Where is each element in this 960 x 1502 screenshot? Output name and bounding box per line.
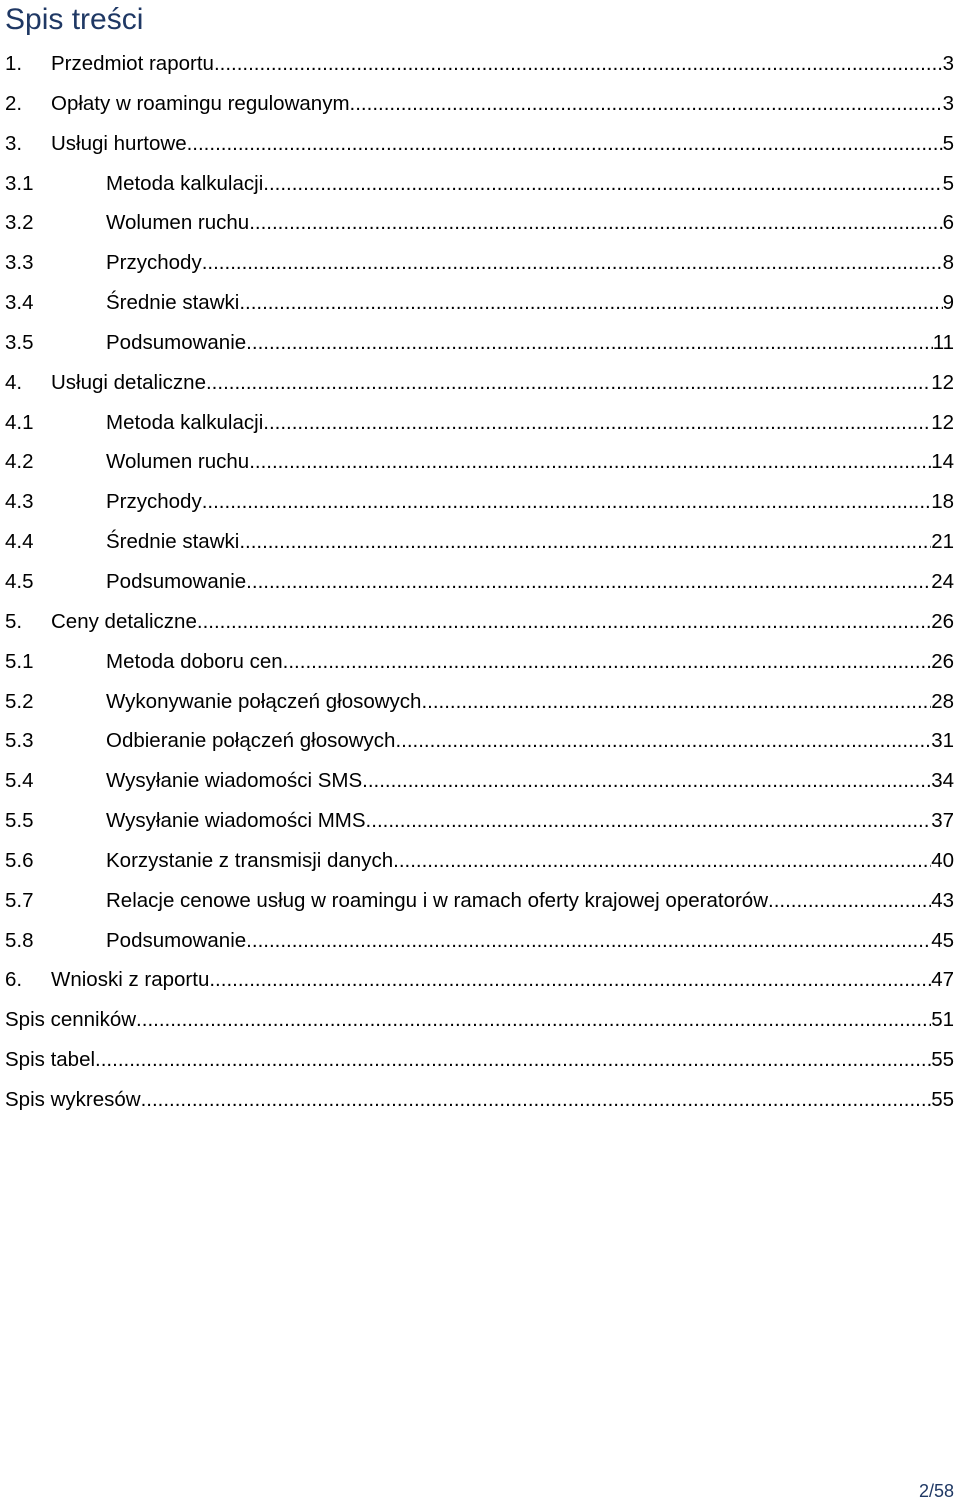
toc-entry-title[interactable]: Przedmiot raportu xyxy=(51,52,214,75)
toc-entry-number: 5. xyxy=(5,609,23,633)
toc-entry-page[interactable]: 12 xyxy=(931,370,954,394)
toc-entry-page[interactable]: 24 xyxy=(931,569,954,593)
toc-entry-title[interactable]: Usługi detaliczne xyxy=(51,370,206,394)
toc-entry[interactable] xyxy=(5,403,954,443)
dot-leader xyxy=(421,682,931,722)
toc-entry[interactable] xyxy=(5,44,954,84)
toc-entry-title[interactable]: Usługi hurtowe xyxy=(51,131,187,155)
toc-entry[interactable] xyxy=(5,921,954,961)
toc-entry-page[interactable]: 37 xyxy=(931,809,954,833)
dot-leader xyxy=(283,642,932,682)
toc-entry-number: 3.5 xyxy=(5,330,34,354)
toc-entry-number: 5.3 xyxy=(5,729,34,753)
dot-leader xyxy=(249,442,931,482)
dot-leader xyxy=(249,203,942,243)
toc-entry[interactable] xyxy=(5,562,954,602)
toc-entry-number: 1. xyxy=(5,52,23,75)
toc-entry-page[interactable]: 40 xyxy=(931,848,954,872)
dot-leader xyxy=(395,721,931,761)
toc-entry-page[interactable]: 8 xyxy=(942,251,954,275)
toc-entry-page[interactable]: 51 xyxy=(931,1008,954,1032)
toc-entry-number: 3.1 xyxy=(5,171,34,195)
dot-leader xyxy=(141,1080,932,1120)
toc-entry-title[interactable]: Metoda kalkulacji xyxy=(106,171,264,195)
toc-entry-number: 5.7 xyxy=(5,888,34,912)
toc-entry[interactable] xyxy=(5,881,954,921)
toc-entry-title[interactable]: Przychody xyxy=(106,251,202,275)
toc-entry-page[interactable]: 28 xyxy=(931,689,954,713)
toc-entry[interactable] xyxy=(5,363,954,403)
toc-entry-page[interactable]: 26 xyxy=(931,609,954,633)
dot-leader xyxy=(263,403,931,443)
toc-entry[interactable] xyxy=(5,243,954,283)
toc-entry-title[interactable]: Ceny detaliczne xyxy=(51,609,197,633)
page-number: 2/58 xyxy=(918,1481,954,1501)
toc-entry[interactable] xyxy=(5,203,954,243)
toc-entry-number: 4.1 xyxy=(5,410,34,434)
toc-entry-number: 5.2 xyxy=(5,689,34,713)
toc-entry[interactable] xyxy=(5,1000,954,1040)
toc-entry-title[interactable]: Spis wykresów xyxy=(5,1087,141,1111)
toc-entry-number: 4. xyxy=(5,370,23,394)
toc-entry-title[interactable]: Metoda kalkulacji xyxy=(106,410,264,434)
dot-leader xyxy=(362,761,931,801)
toc-entry[interactable] xyxy=(5,84,954,124)
toc-entry-page[interactable]: 34 xyxy=(931,769,954,793)
dot-leader xyxy=(246,323,933,363)
toc-entry-title[interactable]: Spis tabel xyxy=(5,1048,96,1072)
toc-entry-page[interactable]: 12 xyxy=(931,410,954,434)
toc-entry-number: 2. xyxy=(5,91,23,115)
toc-entry-page[interactable]: 11 xyxy=(932,330,954,354)
toc-entry[interactable] xyxy=(5,801,954,841)
dot-leader xyxy=(263,164,942,204)
toc-entry[interactable] xyxy=(5,761,954,801)
dot-leader xyxy=(136,1000,931,1040)
toc-entry-title[interactable]: Wolumen ruchu xyxy=(106,211,250,235)
toc-entry[interactable] xyxy=(5,602,954,642)
toc-entry-number: 3.3 xyxy=(5,251,34,275)
toc-title: Spis treści xyxy=(5,3,144,36)
toc-entry-number: 3.4 xyxy=(5,291,34,315)
toc-entry-title[interactable]: Relacje cenowe usług w roamingu i w ramach oferty krajowej operatorów xyxy=(106,888,768,912)
toc-entry-title[interactable]: Średnie stawki xyxy=(106,291,240,315)
toc-entry-number: 5.8 xyxy=(5,928,34,952)
toc-entry-title[interactable]: Podsumowanie xyxy=(106,330,247,354)
dot-leader xyxy=(246,921,931,961)
toc-entry-number: 6. xyxy=(5,968,23,992)
toc-entry-page[interactable]: 55 xyxy=(931,1087,954,1111)
toc-entry[interactable] xyxy=(5,1040,954,1080)
toc-entry-title[interactable]: Podsumowanie xyxy=(106,928,247,952)
dot-leader xyxy=(209,960,931,1000)
toc-entry[interactable] xyxy=(5,721,954,761)
toc-entry-page[interactable]: 5 xyxy=(942,131,954,155)
toc-entry-title[interactable]: Korzystanie z transmisji danych xyxy=(106,848,394,872)
toc-entry-number: 4.2 xyxy=(5,450,34,474)
toc-entry[interactable] xyxy=(5,841,954,881)
dot-leader xyxy=(366,801,932,841)
toc-entry-title[interactable]: Wnioski z raportu xyxy=(51,968,210,992)
toc-entry-number: 5.1 xyxy=(5,649,34,673)
toc-entry-page[interactable]: 55 xyxy=(931,1048,954,1072)
dot-leader xyxy=(202,482,931,522)
toc-entry-title[interactable]: Podsumowanie xyxy=(106,569,247,593)
toc-entry-title[interactable]: Metoda doboru cen xyxy=(106,649,283,673)
toc-entry-number: 4.3 xyxy=(5,490,34,514)
toc-entry[interactable] xyxy=(5,124,954,164)
toc-entry-number: 5.6 xyxy=(5,848,34,872)
toc-entry-page[interactable]: 9 xyxy=(942,291,954,315)
toc-entry-page[interactable]: 31 xyxy=(931,729,954,753)
toc-entry-number: 3. xyxy=(5,131,23,155)
toc-entry-page[interactable]: 3 xyxy=(942,52,954,75)
dot-leader xyxy=(246,562,931,602)
toc-entry-number: 4.5 xyxy=(5,569,34,593)
toc-entry-page[interactable]: 14 xyxy=(931,450,954,474)
toc-entry[interactable] xyxy=(5,522,954,562)
toc-entry-title[interactable]: Odbieranie połączeń głosowych xyxy=(106,729,396,753)
toc-entry-page[interactable]: 47 xyxy=(931,968,954,992)
toc-entry[interactable] xyxy=(5,482,954,522)
toc-entry-title[interactable]: Wolumen ruchu xyxy=(106,450,250,474)
toc-entry-title[interactable]: Spis cenników xyxy=(5,1008,137,1032)
toc-entry[interactable] xyxy=(5,682,954,722)
dot-leader xyxy=(393,841,931,881)
toc-entry-title[interactable]: Przychody xyxy=(106,490,202,514)
toc-entry-page[interactable]: 45 xyxy=(931,928,954,952)
toc-entry[interactable] xyxy=(5,960,954,1000)
toc-entry-title[interactable]: Wysyłanie wiadomości MMS xyxy=(106,809,366,833)
dot-leader xyxy=(768,881,931,921)
toc-entry-page[interactable]: 5 xyxy=(942,171,954,195)
toc-entry-title[interactable]: Opłaty w roamingu regulowanym xyxy=(51,91,350,115)
toc-entry[interactable] xyxy=(5,1080,954,1120)
dot-leader xyxy=(197,602,931,642)
toc-entry-title[interactable]: Wykonywanie połączeń głosowych xyxy=(106,689,422,713)
toc-entry[interactable] xyxy=(5,442,954,482)
toc-entry-number: 4.4 xyxy=(5,530,34,554)
dot-leader xyxy=(202,243,943,283)
toc-entry[interactable] xyxy=(5,283,954,323)
dot-leader xyxy=(214,44,943,84)
dot-leader xyxy=(187,124,943,164)
toc-entry-page[interactable]: 18 xyxy=(931,490,954,514)
toc-entry-number: 5.4 xyxy=(5,769,34,793)
dot-leader xyxy=(206,363,931,403)
toc-entry-number: 3.2 xyxy=(5,211,34,235)
toc-entry-page[interactable]: 6 xyxy=(942,211,954,235)
toc-entry-title[interactable]: Wysyłanie wiadomości SMS xyxy=(106,769,363,793)
table-of-contents xyxy=(5,44,954,1120)
toc-entry-page[interactable]: 3 xyxy=(942,91,954,115)
toc-entry-page[interactable]: 21 xyxy=(931,530,954,554)
dot-leader xyxy=(350,84,943,124)
toc-entry-number: 5.5 xyxy=(5,809,34,833)
toc-entry-title[interactable]: Średnie stawki xyxy=(106,530,240,554)
toc-entry[interactable] xyxy=(5,164,954,204)
toc-entry-page[interactable]: 26 xyxy=(931,649,954,673)
toc-entry[interactable] xyxy=(5,323,954,363)
toc-entry[interactable] xyxy=(5,642,954,682)
toc-entry-page[interactable]: 43 xyxy=(931,888,954,912)
dot-leader xyxy=(95,1040,931,1080)
dot-leader xyxy=(239,283,942,323)
dot-leader xyxy=(239,522,931,562)
